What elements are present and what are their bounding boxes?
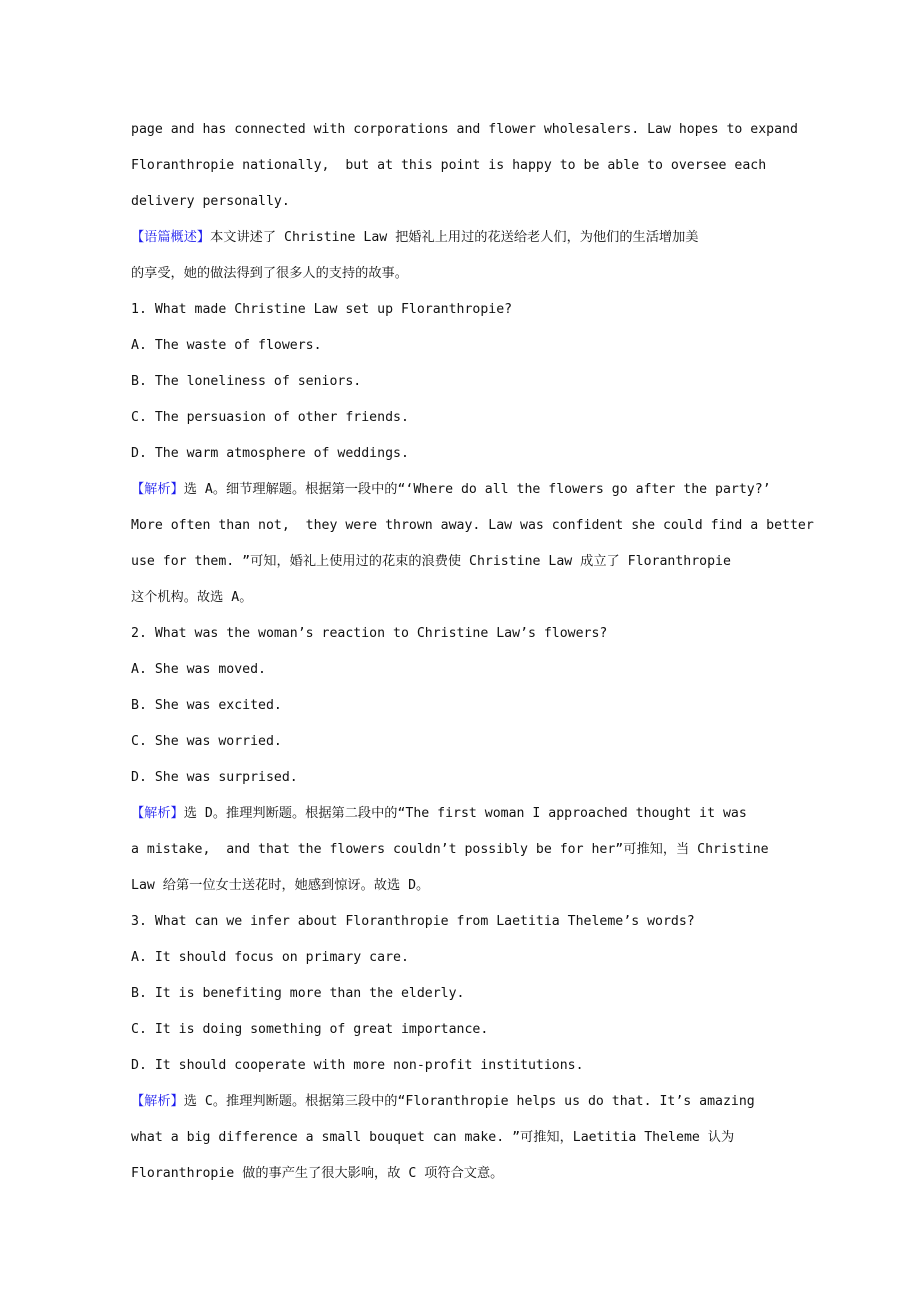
text-line (131, 508, 814, 544)
text-line (131, 1012, 811, 1048)
line-text: B. It is benefiting more than the elderly. (131, 986, 465, 1001)
line-text: D. The warm atmosphere of weddings. (131, 446, 409, 461)
line-text: C. The persuasion of other friends. (131, 410, 409, 425)
text-line (131, 868, 811, 904)
line-text: 本文讲述了 Christine Law 把婚礼上用过的花送给老人们，为他们的生活增加美 (210, 230, 699, 245)
document-body (131, 112, 814, 1192)
text-line (131, 400, 811, 436)
line-text: 2. What was the woman’s reaction to Christine Law’s flowers? (131, 626, 608, 641)
text-line (131, 328, 811, 364)
line-text: D. It should cooperate with more non-profit institutions. (131, 1058, 584, 1073)
text-line (131, 256, 811, 292)
text-line (131, 472, 811, 508)
line-text: C. She was worried. (131, 734, 282, 749)
text-line (131, 580, 811, 616)
line-text: 的享受，她的做法得到了很多人的支持的故事。 (131, 266, 408, 281)
text-line (131, 436, 811, 472)
line-text: A. The waste of flowers. (131, 338, 322, 353)
text-line (131, 364, 811, 400)
line-text: 这个机构。故选 A。 (131, 590, 253, 605)
line-text: 1. What made Christine Law set up Floranthropie? (131, 302, 513, 317)
text-line (131, 1120, 811, 1156)
text-line (131, 112, 811, 148)
text-line (131, 652, 811, 688)
line-text: A. She was moved. (131, 662, 266, 677)
text-line (131, 220, 811, 256)
line-text: delivery personally. (131, 194, 290, 209)
text-line (131, 904, 811, 940)
line-text: B. The loneliness of seniors. (131, 374, 362, 389)
line-text: Law 给第一位女士送花时，她感到惊讶。故选 D。 (131, 878, 430, 893)
line-text: 选 D。推理判断题。根据第二段中的“The first woman I approached thought it was (183, 806, 747, 821)
text-line (131, 760, 811, 796)
section-label: 【解析】 (131, 806, 184, 821)
line-text: More often than not, they were thrown away. Law was confident she could find a better (131, 518, 814, 533)
line-text: what a big difference a small bouquet can make. ”可推知，Laetitia Theleme 认为 (131, 1130, 735, 1145)
text-line (131, 184, 811, 220)
section-label: 【解析】 (131, 482, 184, 497)
line-text: D. She was surprised. (131, 770, 298, 785)
line-text: 3. What can we infer about Floranthropie from Laetitia Theleme’s words? (131, 914, 695, 929)
text-line (131, 832, 811, 868)
section-label: 【解析】 (131, 1094, 184, 1109)
line-text: 选 A。细节理解题。根据第一段中的“‘Where do all the flowers go after the party?’ (183, 482, 771, 497)
line-text: Floranthropie 做的事产生了很大影响，故 C 项符合文意。 (131, 1166, 504, 1181)
text-line (131, 148, 811, 184)
text-line (131, 976, 811, 1012)
text-line (131, 544, 811, 580)
line-text: B. She was excited. (131, 698, 282, 713)
text-line (131, 940, 811, 976)
text-line (131, 292, 811, 328)
text-line (131, 688, 811, 724)
line-text: 选 C。推理判断题。根据第三段中的“Floranthropie helps us do that. It’s amazing (183, 1094, 755, 1109)
text-line (131, 1156, 811, 1192)
text-line (131, 796, 811, 832)
line-text: Floranthropie nationally, but at this point is happy to be able to oversee each (131, 158, 767, 173)
text-line (131, 1048, 811, 1084)
line-text: a mistake, and that the flowers couldn’t possibly be for her”可推知，当 Christine (131, 842, 769, 857)
text-line (131, 1084, 811, 1120)
section-label: 【语篇概述】 (131, 230, 211, 245)
text-line (131, 616, 811, 652)
text-line (131, 724, 811, 760)
line-text: A. It should focus on primary care. (131, 950, 409, 965)
line-text: use for them. ”可知，婚礼上使用过的花束的浪费使 Christine Law 成立了 Floranthropie (131, 554, 731, 569)
line-text: C. It is doing something of great importance. (131, 1022, 489, 1037)
line-text: page and has connected with corporations and flower wholesalers. Law hopes to expand (131, 122, 798, 137)
